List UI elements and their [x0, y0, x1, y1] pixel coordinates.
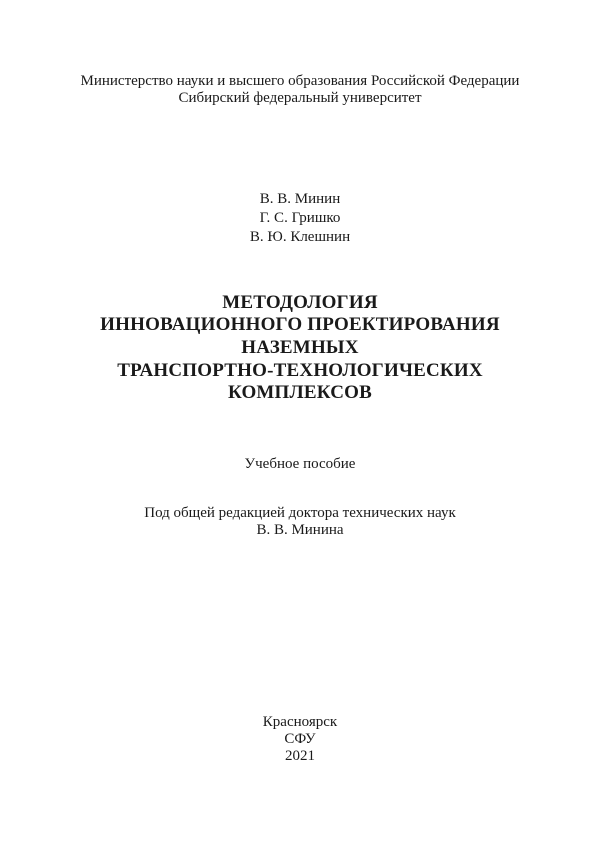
author-1: В. В. Минин	[259, 191, 341, 207]
university-line: Сибирский федеральный университет	[178, 90, 422, 106]
author-2: Г. С. Гришко	[259, 210, 341, 226]
title-line-4: ТРАНСПОРТНО-ТЕХНОЛОГИЧЕСКИХ	[117, 360, 483, 381]
editor-line-2: В. В. Минина	[256, 522, 344, 538]
publication-type: Учебное пособие	[244, 456, 356, 472]
title-line-5: КОМПЛЕКСОВ	[227, 382, 373, 403]
title-line-3: НАЗЕМНЫХ	[241, 337, 359, 358]
editor-line-1: Под общей редакцией доктора технических наук	[144, 505, 456, 521]
ministry-line: Министерство науки и высшего образования Российской Федерации	[80, 73, 520, 89]
author-3: В. Ю. Клешнин	[249, 229, 351, 245]
imprint-publisher: СФУ	[284, 731, 316, 747]
imprint-year: 2021	[285, 748, 315, 764]
imprint-city: Красноярск	[262, 714, 338, 730]
title-line-1: МЕТОДОЛОГИЯ	[222, 292, 378, 313]
title-line-2: ИННОВАЦИОННОГО ПРОЕКТИРОВАНИЯ	[100, 314, 500, 335]
